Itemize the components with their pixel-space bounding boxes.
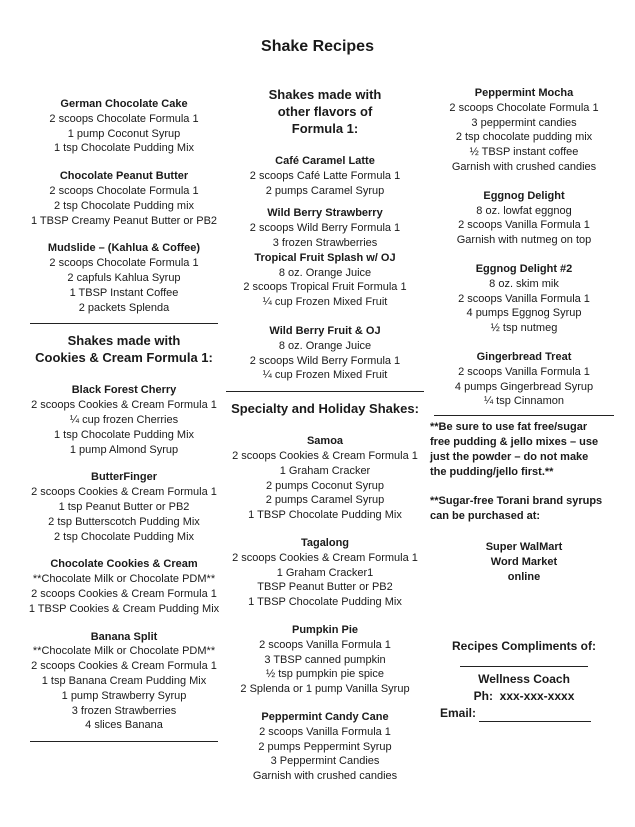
note-line: free pudding & jello mixes – use [430,436,599,449]
recipe-ingredient: 1 TBSP Instant Coffee [69,286,179,299]
recipe-ingredient: 2 scoops Tropical Fruit Formula 1 [243,281,407,294]
recipe-ingredient: 1 Graham Cracker1 [276,566,374,579]
recipe-ingredient: 2 scoops Cookies & Cream Formula 1 [31,587,217,600]
recipe-ingredient: Garnish with crushed candies [252,770,398,783]
recipe-block [26,557,222,616]
recipe-ingredient: 2 scoops Cookies & Cream Formula 1 [31,486,217,499]
section-heading-line: other flavors of [277,104,373,119]
email-blank-line [479,708,591,722]
recipe-ingredient: 2 scoops Vanilla Formula 1 [458,219,590,232]
divider [226,391,424,392]
note-line: **Sugar-free Torani brand syrups [430,495,603,508]
recipe-title: Mudslide – (Kahlua & Coffee) [47,242,201,255]
recipe-ingredient: 2 tsp Chocolate Pudding mix [53,199,195,212]
store-name: online [507,571,541,584]
divider [30,323,218,324]
recipe-ingredient: 1 tsp Banana Cream Pudding Mix [41,674,207,687]
recipe-ingredient: 4 pumps Eggnog Syrup [466,307,582,320]
recipe-ingredient: 2 scoops Chocolate Formula 1 [449,101,599,114]
recipe-ingredient: 3 peppermint candies [471,116,577,129]
recipe-block [430,350,618,409]
recipe-ingredient: 2 scoops Cookies & Cream Formula 1 [232,449,418,462]
phone-value: xxx-xxx-xxxx [499,688,575,703]
recipe-ingredient: 2 tsp Chocolate Pudding Mix [53,530,195,543]
section-heading-other-flavors [222,86,428,137]
recipe-title: Café Caramel Latte [275,155,375,167]
recipe-list-holiday [430,86,618,409]
recipe-title: Eggnog Delight #2 [475,262,573,275]
recipe-ingredient: 3 Peppermint Candies [270,755,380,768]
recipe-ingredient: **Chocolate Milk or Chocolate PDM** [32,573,216,586]
recipe-ingredient: 2 tsp chocolate pudding mix [455,131,593,144]
recipe-ingredient: 2 pumps Caramel Syrup [265,184,385,197]
recipe-ingredient: ¼ cup Frozen Mixed Fruit [262,296,388,309]
recipe-block [222,324,428,383]
email-row [430,705,618,722]
recipe-ingredient: 1 TBSP Cookies & Cream Pudding Mix [28,602,220,615]
recipe-ingredient: 2 scoops Café Latte Formula 1 [249,169,401,182]
note-pudding [430,420,618,480]
recipe-ingredient: 3 frozen Strawberries [272,236,378,249]
recipe-ingredient: 1 TBSP Chocolate Pudding Mix [248,596,402,609]
recipe-ingredient: **Chocolate Milk or Chocolate PDM** [32,645,216,658]
recipe-title: Chocolate Peanut Butter [59,170,189,183]
section-heading-cookies-cream [26,332,222,366]
store-list [430,540,618,585]
recipe-ingredient: 2 scoops Vanilla Formula 1 [259,638,391,651]
store-name: Word Market [490,556,558,569]
recipe-ingredient: Garnish with crushed candies [451,160,597,173]
recipe-title: Wild Berry Strawberry [267,207,383,220]
recipe-block [222,623,428,697]
recipe-title: Pumpkin Pie [291,623,359,636]
section-heading-line: Cookies & Cream Formula 1: [35,350,213,366]
recipe-ingredient: 2 scoops Wild Berry Formula 1 [249,222,401,235]
recipe-ingredient: 1 pump Coconut Syrup [67,127,181,140]
recipe-block [26,241,222,315]
recipe-ingredient: 2 scoops Cookies & Cream Formula 1 [232,551,418,564]
recipe-title: Chocolate Cookies & Cream [50,558,198,571]
divider [30,741,218,742]
recipe-ingredient: 2 scoops Chocolate Formula 1 [49,257,199,270]
recipe-ingredient: 2 pumps Peppermint Syrup [258,740,392,753]
recipe-title: Tagalong [300,536,350,549]
recipe-ingredient: 2 scoops Vanilla Formula 1 [458,365,590,378]
note-line: just the powder – do not make [430,451,589,464]
recipe-title: Peppermint Mocha [474,87,574,99]
recipe-ingredient: 1 TBSP Creamy Peanut Butter or PB2 [30,214,218,227]
recipe-ingredient: 2 pumps Coconut Syrup [265,479,384,492]
recipe-ingredient: 2 scoops Vanilla Formula 1 [458,292,590,305]
email-label: Email: [440,705,477,720]
recipe-block [222,536,428,610]
recipe-block [430,262,618,336]
section-heading-specialty: Specialty and Holiday Shakes: [231,401,419,417]
column-middle [222,86,428,784]
recipe-block [26,97,222,156]
coach-title: Wellness Coach [478,671,570,686]
recipe-ingredient: 2 packets Splenda [78,301,170,314]
recipe-ingredient: 1 Graham Cracker [279,464,371,477]
store-name: Super WalMart [485,541,563,554]
compliments-heading: Recipes Compliments of: [451,639,597,654]
column-right [430,86,618,722]
recipe-block [430,86,618,175]
recipe-ingredient: 8 oz. skim mik [489,277,559,290]
recipe-ingredient: 8 oz. Orange Juice [278,266,372,279]
recipe-ingredient: ½ TBSP instant coffee [469,146,579,159]
recipe-title: Wild Berry Fruit & OJ [269,324,381,337]
column-left [26,97,222,750]
section-heading-line: Shakes made with [67,333,181,349]
recipe-ingredient: 2 scoops Cookies & Cream Formula 1 [31,660,217,673]
divider [434,415,614,416]
phone-label: Ph: [473,688,493,703]
recipe-block [222,206,428,250]
recipe-title: Gingerbread Treat [476,350,572,363]
recipe-ingredient: 2 pumps Caramel Syrup [265,494,385,507]
page-title: Shake Recipes [261,38,374,55]
recipe-ingredient: TBSP Peanut Butter or PB2 [257,581,393,594]
section-heading-line: Shakes made with [268,87,382,102]
recipe-block [222,154,428,198]
recipe-ingredient: 2 scoops Chocolate Formula 1 [49,184,199,197]
recipe-block [26,630,222,734]
recipe-list-specialty [222,434,428,784]
phone-row [430,688,618,705]
recipe-ingredient: 2 capfuls Kahlua Syrup [67,271,181,284]
recipe-ingredient: 1 pump Almond Syrup [69,443,179,456]
recipe-title: Samoa [306,435,344,448]
recipe-ingredient: 2 scoops Wild Berry Formula 1 [249,354,401,367]
recipe-list-other-flavors [222,154,428,383]
recipe-ingredient: ¼ cup frozen Cherries [69,413,179,426]
recipe-block [26,470,222,544]
recipe-ingredient: 8 oz. Orange Juice [278,339,372,352]
note-syrups [430,494,618,524]
recipe-list-chocolate [26,97,222,315]
recipe-title: German Chocolate Cake [60,98,188,110]
recipe-ingredient: 2 scoops Cookies & Cream Formula 1 [31,399,217,412]
recipe-ingredient: 4 pumps Gingerbread Syrup [454,380,594,393]
recipe-ingredient: ¼ tsp Cinnamon [483,395,565,408]
recipe-title: Eggnog Delight [483,189,565,202]
recipe-title: Black Forest Cherry [71,384,177,397]
recipe-ingredient: 1 tsp Peanut Butter or PB2 [58,500,190,513]
recipe-ingredient: 1 tsp Chocolate Pudding Mix [53,142,195,155]
recipe-title: Peppermint Candy Cane [261,710,389,723]
recipe-ingredient: 2 scoops Vanilla Formula 1 [259,725,391,738]
recipe-ingredient: 2 Splenda or 1 pump Vanilla Syrup [240,683,410,696]
recipe-title: Tropical Fruit Splash w/ OJ [254,251,396,264]
recipe-block [26,169,222,228]
note-line: can be purchased at: [430,510,541,523]
recipe-ingredient: 1 tsp Chocolate Pudding Mix [53,428,195,441]
recipe-ingredient: 3 frozen Strawberries [71,704,177,717]
recipe-ingredient: ¼ cup Frozen Mixed Fruit [262,369,388,382]
recipe-ingredient: 2 tsp Butterscotch Pudding Mix [48,515,200,528]
recipe-title: Banana Split [90,630,158,643]
recipe-ingredient: 1 TBSP Chocolate Pudding Mix [248,509,402,522]
recipe-block [222,251,428,310]
recipe-block [222,434,428,523]
recipe-ingredient: ½ tsp pumpkin pie spice [265,668,384,681]
recipe-ingredient: 1 pump Strawberry Syrup [61,689,187,702]
recipe-list-cookies-cream [26,383,222,733]
recipe-block [430,189,618,248]
note-line: the pudding/jello first.** [430,466,554,479]
recipe-ingredient: 4 slices Banana [85,719,163,732]
recipe-block [26,383,222,457]
recipe-ingredient: 2 scoops Chocolate Formula 1 [49,112,199,125]
recipe-ingredient: ½ tsp nutmeg [490,322,558,335]
note-line: **Be sure to use fat free/sugar [430,421,588,434]
recipe-title: ButterFinger [91,471,157,484]
recipe-ingredient: 3 TBSP canned pumpkin [264,653,386,666]
recipe-ingredient: 8 oz. lowfat eggnog [476,204,572,217]
recipe-block [222,710,428,784]
section-heading-line: Formula 1: [291,121,359,136]
recipe-ingredient: Garnish with nutmeg on top [456,234,592,247]
